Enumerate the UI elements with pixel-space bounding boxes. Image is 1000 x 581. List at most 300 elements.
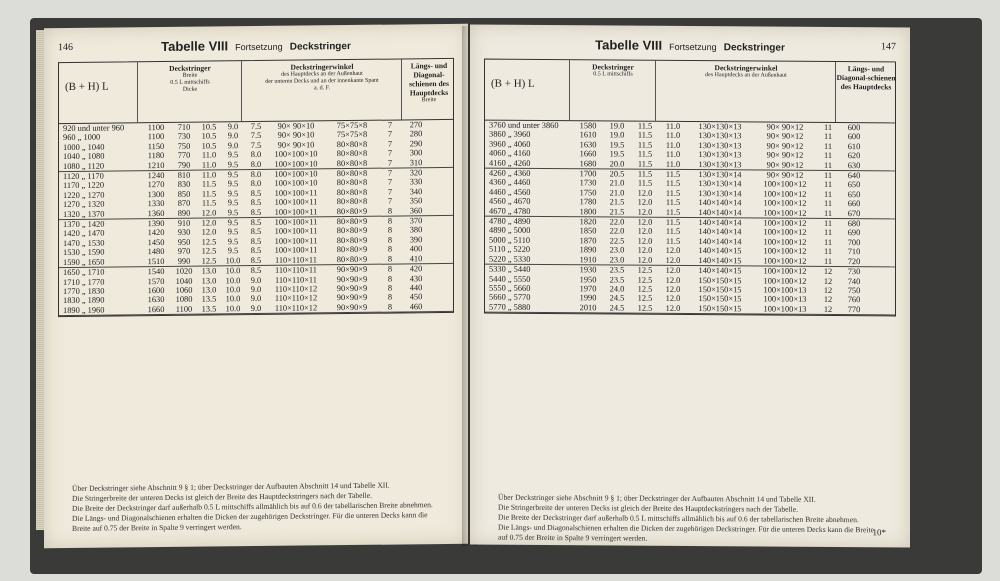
table-cell: 330	[409, 177, 423, 187]
table-cell: 100×100×12	[763, 179, 807, 190]
table-cell: 110×110×11	[274, 274, 317, 285]
table-cell: 1950	[579, 274, 597, 284]
table-cell: 4060 „ 4160	[489, 148, 531, 159]
table-cell: 710	[847, 247, 861, 257]
table-cell: 90× 90×12	[766, 160, 804, 170]
table-cell: 1040	[175, 276, 193, 286]
table-cell: 810	[177, 170, 191, 180]
table-cell: 100×100×13	[763, 285, 807, 295]
table-cell: 770	[847, 304, 861, 314]
table-cell: 990	[177, 256, 191, 266]
table-cell: 80×80×8	[336, 139, 368, 149]
table-cell: 1100	[147, 122, 165, 133]
table-cell: 4670 „ 4780	[489, 206, 531, 216]
table-cell: 1820	[579, 217, 597, 227]
table-cell: 12.0	[201, 227, 217, 238]
table-cell: 8	[387, 264, 393, 274]
table-cell: 8.0	[250, 179, 262, 189]
note-line: Die Längs- und Diagonalschienen erhalten die Dicken der zugehörigen Deckstringer. Für die unteren Decks kann die Breite auf 0.75 der Breite in Spalte 9 verringert werden.	[72, 510, 428, 533]
table-cell: 9.5	[227, 207, 239, 217]
table-cell: 950	[177, 237, 191, 247]
winkel-header	[655, 61, 836, 122]
table-cell: 11.5	[637, 159, 653, 169]
table-cell: 12.0	[637, 227, 653, 237]
table-cell: 11.0	[665, 131, 681, 141]
table-cell: 21.0	[609, 178, 625, 188]
table-cell: 10.0	[225, 266, 241, 276]
footer-signature: 10*	[872, 527, 886, 538]
table-cell: 1150	[147, 141, 165, 151]
table-cell: 11	[823, 170, 833, 181]
table-cell: 80×80×9	[336, 206, 368, 216]
table-row	[485, 302, 895, 315]
table-cell: 8.0	[250, 150, 262, 160]
table-cell: 9.5	[227, 159, 239, 169]
table-cell: 8.5	[250, 236, 262, 246]
table-cell: 5440 „ 5550	[489, 274, 531, 284]
table-cell: 90× 90×12	[766, 131, 804, 142]
table-cell: 90× 90×12	[766, 150, 804, 161]
table-cell: 12.0	[637, 245, 653, 256]
table-cell: 930	[177, 228, 191, 238]
left-table-header	[59, 59, 453, 124]
table-cell: 9.5	[227, 218, 239, 228]
table-cell: 100×100×11	[274, 188, 318, 198]
table-cell: 650	[847, 180, 861, 190]
table-cell: 19.0	[609, 130, 625, 140]
table-cell: 11.0	[665, 150, 681, 160]
table-cell: 8	[387, 226, 393, 236]
table-cell: 80×80×8	[336, 168, 368, 179]
table-cell: 5550 „ 5660	[489, 283, 531, 293]
table-cell: 1300	[147, 189, 165, 199]
left-page-number: 146	[58, 41, 73, 54]
table-cell: 920 und unter 960	[63, 123, 125, 134]
table-cell: 23.0	[609, 255, 625, 265]
table-cell: 8	[387, 216, 393, 226]
table-cell: 100×100×12	[763, 266, 807, 276]
table-cell: 430	[409, 273, 423, 283]
table-cell: 300	[409, 148, 423, 158]
table-cell: 5330 „ 5440	[489, 264, 531, 274]
table-cell: 100×100×12	[763, 189, 807, 199]
table-cell: 110×110×12	[274, 284, 318, 294]
table-cell: 1510	[147, 256, 165, 266]
table-cell: 12.0	[637, 197, 653, 207]
table-cell: 100×100×12	[763, 218, 807, 228]
table-cell: 7.5	[250, 140, 262, 150]
table-cell: 1270 „ 1320	[63, 199, 105, 210]
table-cell: 440	[409, 283, 423, 293]
table-cell: 21.5	[609, 197, 625, 207]
table-cell: 9.0	[250, 294, 262, 304]
table-subtitle: Deckstringer	[289, 41, 351, 53]
table-cell: 13.5	[201, 304, 217, 314]
table-cell: 1890	[579, 245, 597, 255]
table-cell: 1910	[579, 254, 597, 265]
table-cell: 350	[409, 196, 423, 206]
winkel-sub-b: der unteren Decks und an der innenkante Spant	[265, 77, 379, 85]
table-cell: 80×80×8	[336, 187, 368, 197]
table-cell: 380	[409, 225, 423, 235]
table-cell: 1360	[147, 208, 165, 218]
table-cell: 8	[387, 302, 393, 312]
table-cell: 12.0	[637, 188, 653, 198]
table-cell: 1530 „ 1590	[63, 247, 105, 258]
table-cell: 7	[387, 168, 393, 178]
dicke-label: Dicke	[182, 86, 198, 93]
table-cell: 150×150×15	[698, 303, 742, 314]
table-cell: 3760 und unter 3860	[489, 120, 559, 131]
table-cell: 850	[177, 189, 191, 199]
right-notes	[498, 493, 882, 546]
table-cell: 90×90×9	[336, 302, 368, 312]
table-cell: 11.0	[665, 159, 681, 169]
table-cell: 11.5	[637, 169, 653, 179]
table-cell: 1060	[175, 285, 193, 295]
table-cell: 790	[177, 160, 191, 170]
note-line: Die Längs- und Diagonalschienen erhalten die Dicken der zugehörigen Deckstringer. Für die unteren Decks kann die Breite auf 0.75 der Breite in Spalte 9 verringert werden.	[498, 522, 874, 543]
table-cell: 1570	[147, 276, 165, 286]
table-cell: 8.5	[250, 188, 262, 198]
table-cell: 100×100×11	[274, 245, 318, 256]
table-cell: 110×110×11	[274, 255, 317, 265]
table-cell: 100×100×10	[274, 158, 318, 169]
table-cell: 1040 „ 1080	[63, 151, 105, 162]
table-cell: 9.5	[227, 246, 239, 256]
table-cell: 1750	[579, 188, 597, 198]
table-cell: 700	[847, 237, 861, 248]
table-cell: 4260 „ 4360	[489, 168, 531, 178]
table-cell: 12.0	[637, 255, 653, 265]
table-cell: 9.0	[250, 303, 262, 313]
table-cell: 11	[823, 208, 833, 218]
table-cell: 2010	[579, 302, 597, 313]
table-cell: 12.5	[637, 293, 653, 304]
table-cell: 1580	[579, 121, 597, 131]
table-cell: 11.5	[637, 149, 653, 159]
table-cell: 130×130×13	[698, 140, 742, 151]
table-cell: 11.5	[665, 236, 681, 246]
deckstringer-header-label: Deckstringer	[169, 63, 211, 73]
table-cell: 22.0	[609, 217, 625, 227]
table-cell: 130×130×14	[698, 170, 742, 180]
table-cell: 100×100×12	[763, 276, 807, 286]
table-cell: 8.5	[250, 218, 262, 228]
table-cell: 4890 „ 5000	[489, 226, 531, 236]
table-cell: 730	[847, 267, 861, 277]
right-page-header	[484, 37, 896, 58]
table-cell: 1890 „ 1960	[63, 305, 105, 315]
table-cell: 630	[847, 160, 861, 170]
table-cell: 80×80×9	[336, 235, 368, 246]
table-cell: 130×130×14	[698, 179, 742, 189]
table-cell: 21.0	[609, 188, 625, 198]
table-cell: 140×140×14	[698, 227, 742, 237]
table-cell: 650	[847, 189, 861, 200]
table-cell: 1630	[147, 295, 165, 305]
table-cell: 11.5	[665, 207, 681, 217]
table-cell: 7	[387, 178, 393, 188]
table-cell: 130×130×14	[698, 188, 742, 199]
table-cell: 910	[177, 218, 191, 228]
table-cell: 80×80×9	[336, 245, 368, 255]
table-cell: 80×80×8	[336, 158, 368, 168]
table-cell: 8.5	[250, 255, 262, 265]
table-cell: 640	[847, 171, 861, 181]
table-cell: 13.0	[201, 266, 217, 276]
schienen-header-label: Längs- und Diagonal-schienen des Hauptdecks	[836, 64, 896, 92]
table-cell: 750	[177, 141, 191, 151]
table-cell: 4360 „ 4460	[489, 178, 531, 188]
table-cell: 5220 „ 5330	[489, 254, 531, 264]
table-cell: 11.0	[201, 150, 217, 160]
table-cell: 720	[847, 256, 861, 266]
table-cell: 12	[823, 304, 833, 314]
table-cell: 110×110×12	[274, 293, 318, 304]
table-cell: 8.0	[250, 159, 262, 169]
table-cell: 1730	[579, 178, 597, 188]
table-cell: 12.0	[665, 255, 681, 265]
table-cell: 24.0	[609, 284, 625, 294]
table-cell: 80×80×8	[336, 178, 368, 188]
note-line: Über Deckstringer siehe Abschnitt 9 § 1; über Deckstringer der Aufbauten Abschnitt 14 und Tabelle XII.	[72, 480, 390, 493]
table-cell: 90× 90×12	[766, 122, 804, 132]
table-cell: 320	[409, 168, 423, 178]
left-page	[44, 24, 468, 548]
table-cell: 10.5	[201, 122, 217, 132]
table-cell: 1420 „ 1470	[63, 229, 105, 239]
table-cell: 7	[387, 187, 393, 197]
table-cell: 80×80×9	[336, 216, 368, 227]
table-cell: 1800	[579, 206, 597, 217]
note-line: Über Deckstringer siehe Abschnitt 9 § 1; über Deckstringer der Aufbauten Abschnitt 14 und Tabelle XII.	[498, 492, 816, 504]
table-cell: 12.0	[665, 246, 681, 256]
table-cell: 290	[409, 139, 423, 149]
table-cell: 4460 „ 4560	[489, 187, 531, 197]
schienen-header	[401, 59, 456, 120]
right-table-body	[485, 121, 895, 316]
table-cell: 9.5	[227, 179, 239, 189]
table-cell: 11	[823, 256, 833, 266]
table-cell: 12.5	[201, 237, 217, 247]
table-cell: 9.5	[227, 198, 239, 208]
table-cell: 90× 90×10	[277, 140, 315, 150]
table-cell: 100×100×11	[274, 207, 318, 217]
left-table	[58, 58, 454, 317]
table-cell: 340	[409, 187, 423, 197]
table-cell: 100×100×12	[763, 237, 807, 247]
left-table-body	[59, 120, 453, 316]
table-cell: 140×140×14	[698, 236, 742, 247]
table-cell: 1390	[147, 219, 165, 229]
table-cell: 1180	[147, 151, 165, 161]
table-cell: 11	[823, 132, 833, 142]
table-cell: 620	[847, 151, 861, 161]
table-cell: 10.0	[225, 275, 241, 285]
bl-column-header: (B + H) L	[491, 77, 535, 90]
table-cell: 90×90×9	[336, 274, 368, 284]
table-cell: 450	[409, 292, 423, 302]
table-cell: 11	[823, 218, 833, 229]
table-cell: 7	[387, 120, 393, 130]
table-cell: 12.5	[637, 284, 653, 294]
table-cell: 10.5	[201, 131, 217, 141]
table-cell: 1120 „ 1170	[63, 171, 104, 182]
table-cell: 11	[823, 141, 833, 151]
table-cell: 90× 90×12	[766, 170, 804, 180]
table-cell: 100×100×10	[274, 178, 318, 189]
table-cell: 1270	[147, 180, 165, 190]
table-cell: 1470 „ 1530	[63, 238, 105, 248]
table-cell: 80×80×9	[336, 226, 368, 236]
table-cell: 8	[387, 283, 393, 293]
table-cell: 80×80×8	[336, 197, 368, 207]
table-cell: 11.5	[201, 179, 217, 190]
table-cell: 90× 90×12	[766, 141, 804, 151]
table-cell: 19.0	[609, 121, 625, 131]
table-cell: 310	[409, 157, 423, 168]
table-cell: 10.0	[225, 285, 241, 295]
table-cell: 1660	[147, 304, 165, 314]
table-cell: 75×75×8	[336, 120, 368, 131]
table-cell: 11.5	[637, 121, 653, 131]
table-cell: 10.0	[225, 255, 241, 266]
table-cell: 12.0	[665, 284, 681, 294]
schienen-breite-label: Breite	[421, 97, 437, 104]
winkel-sub-a: des Hauptdecks an der Außenhaut	[281, 70, 363, 78]
table-cell: 19.5	[609, 149, 625, 159]
deckstringer-header	[569, 60, 656, 121]
table-cell: 4560 „ 4670	[489, 196, 531, 207]
table-cell: 7.5	[250, 121, 262, 132]
deckstringer-header	[137, 61, 242, 122]
table-cell: 12.5	[637, 303, 653, 313]
table-cell: 12	[823, 295, 833, 305]
table-cell: 24.5	[609, 293, 625, 303]
table-cell: 1700	[579, 169, 597, 179]
table-cell: 11	[823, 228, 833, 238]
table-cell: 760	[847, 295, 861, 305]
table-cell: 7	[387, 158, 393, 168]
table-cell: 140×140×14	[698, 198, 742, 208]
table-cell: 1210	[147, 160, 165, 170]
table-cell: 730	[177, 132, 191, 142]
note-line: Die Breite der Deckstringer darf außerhalb 0.5 L mittschiffs allmählich bis auf 0.6 der tabellarischen Breite abnehmen.	[72, 500, 433, 513]
table-cell: 360	[409, 205, 423, 216]
table-title: Tabelle VIII	[595, 37, 663, 53]
table-cell: 8	[387, 274, 393, 284]
table-cell: 960 „ 1000	[63, 133, 101, 143]
table-cell: 12.0	[201, 208, 217, 218]
table-cell: 100×100×10	[274, 169, 318, 179]
table-cell: 20.5	[609, 169, 625, 179]
table-cell: 12.5	[201, 256, 217, 266]
table-cell: 1080	[175, 294, 193, 305]
table-cell: 80×80×8	[336, 149, 368, 159]
table-cell: 1600	[147, 285, 165, 296]
table-subtitle: Deckstringer	[723, 42, 785, 54]
table-cell: 8.5	[250, 227, 262, 237]
table-cell: 1780	[579, 197, 597, 207]
table-cell: 11.5	[201, 198, 217, 208]
table-cell: 9.5	[227, 237, 239, 247]
table-cell: 9.0	[227, 140, 239, 151]
table-cell: 110×110×11	[274, 265, 317, 275]
table-cell: 830	[177, 180, 191, 190]
table-cell: 1710 „ 1770	[63, 277, 105, 287]
table-cell: 7	[387, 129, 393, 140]
table-cell: 100×100×12	[763, 208, 807, 218]
table-cell: 100×100×11	[274, 236, 318, 246]
table-cell: 660	[847, 199, 861, 209]
table-cell: 10.0	[225, 294, 241, 304]
table-cell: 4780 „ 4890	[489, 216, 531, 226]
table-cell: 11.0	[665, 140, 681, 150]
table-cell: 20.0	[609, 159, 625, 169]
table-cell: 8.5	[250, 266, 262, 276]
table-cell: 12.0	[637, 236, 653, 246]
table-cell: 1080 „ 1120	[63, 161, 105, 171]
table-cell: 100×100×11	[274, 197, 318, 208]
table-cell: 1480	[147, 247, 165, 257]
left-notes	[72, 480, 440, 534]
table-cell: 12.0	[665, 294, 681, 304]
table-cell: 90×90×9	[336, 283, 368, 294]
table-title: Tabelle VIII	[161, 38, 229, 54]
note-line: Die Stringerbreite der unteren Decks ist gleich der Breite des Hauptdeckstringers nach der Tabelle.	[72, 490, 373, 503]
table-cell: 11.5	[665, 169, 681, 179]
table-cell: 12.5	[201, 246, 217, 256]
table-cell: 8	[387, 244, 393, 254]
table-cell: 1830 „ 1890	[63, 295, 105, 306]
table-cell: 12.5	[637, 265, 653, 275]
table-cell: 7	[387, 139, 393, 149]
table-cell: 8.5	[250, 207, 262, 217]
winkel-header-label: Deckstringerwinkel	[290, 61, 354, 72]
table-cell: 970	[177, 246, 191, 257]
table-cell: 11	[823, 151, 833, 161]
table-cell: 3960 „ 4060	[489, 139, 531, 149]
table-cell: 12.0	[637, 217, 653, 227]
continuation-label: Fortsetzung	[669, 41, 717, 53]
table-cell: 1370 „ 1420	[63, 219, 105, 230]
table-cell: 9.5	[227, 189, 239, 199]
table-cell: 23.5	[609, 265, 625, 275]
table-cell: 1420	[147, 228, 165, 238]
table-cell: 770	[177, 150, 191, 161]
table-cell: 11.0	[665, 121, 681, 131]
table-cell: 13.0	[201, 275, 217, 286]
note-line: Die Stringerbreite der unteren Decks ist gleich der Breite des Hauptdeckstringers nach der Tabelle.	[498, 502, 799, 514]
note-line: Die Breite der Deckstringer darf außerhalb 0.5 L mittschiffs allmählich bis auf 0.6 der tabellarischen Breite abnehmen.	[498, 512, 859, 525]
table-cell: 10.0	[225, 303, 241, 314]
table-cell: 11	[823, 199, 833, 209]
table-cell: 21.5	[609, 207, 625, 217]
table-cell: 150×150×15	[698, 294, 742, 304]
table-cell: 1630	[579, 140, 597, 150]
table-cell: 280	[409, 129, 423, 139]
table-cell: 23.0	[609, 245, 625, 255]
table-cell: 130×130×13	[698, 131, 742, 141]
table-cell: 1930	[579, 265, 597, 275]
table-cell: 5770 „ 5880	[489, 302, 531, 312]
table-cell: 9.0	[250, 275, 262, 285]
table-cell: 140×140×15	[698, 266, 742, 276]
table-cell: 11	[823, 160, 833, 170]
table-cell: 1330	[147, 199, 165, 209]
left-page-title	[58, 36, 454, 55]
